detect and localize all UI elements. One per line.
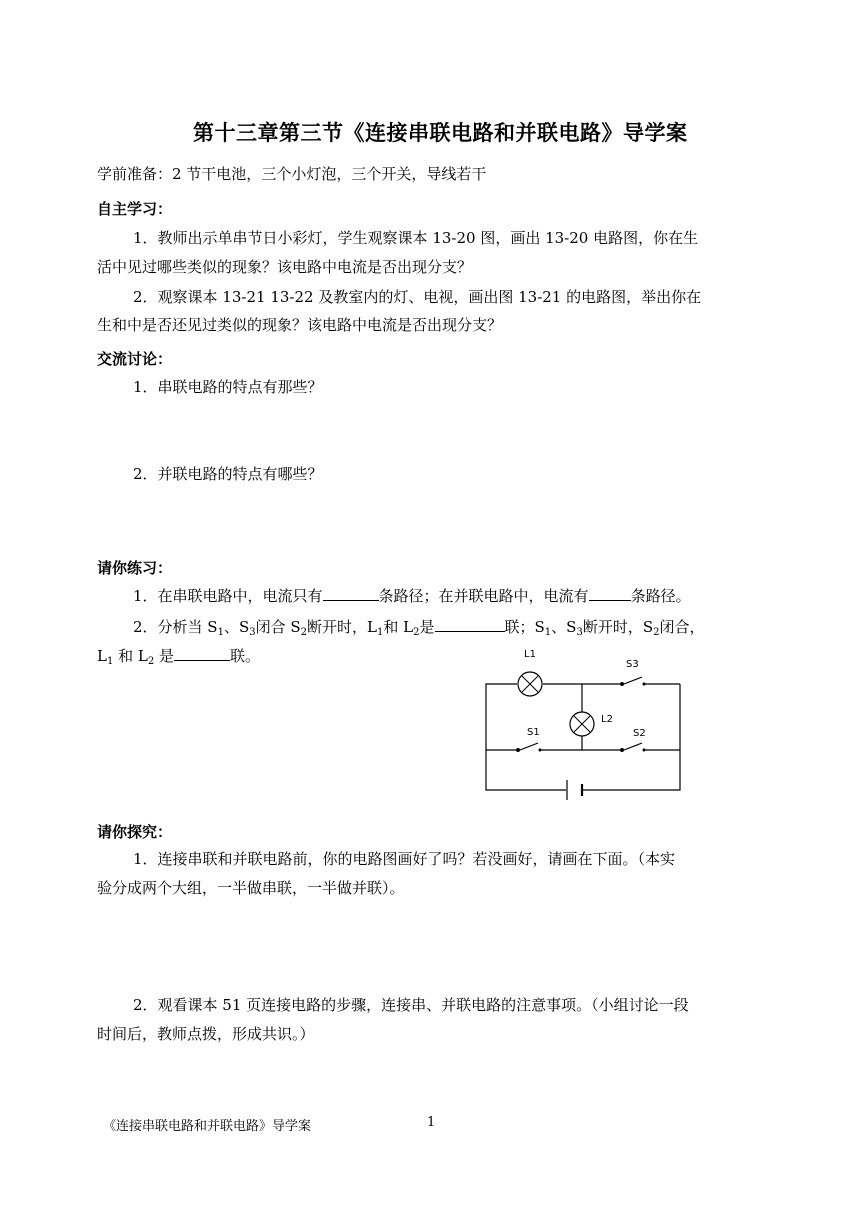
text-fragment: 断开时，S	[582, 618, 654, 636]
answer-blank[interactable]	[589, 586, 631, 601]
explore-q1-line2: 验分成两个大组，一半做串联，一半做并联）。	[97, 879, 405, 897]
lamp-l1-icon	[518, 672, 542, 696]
subscript: 1	[377, 627, 384, 638]
heading-explore: 请你探究：	[97, 823, 173, 841]
page-title: 第十三章第三节《连接串联电路和并联电路》导学案	[193, 121, 688, 145]
answer-blank[interactable]	[323, 586, 379, 601]
subscript: 3	[249, 627, 256, 638]
text-fragment: 联；S	[504, 618, 545, 636]
heading-self-study: 自主学习：	[97, 200, 173, 218]
practice-q1	[133, 586, 691, 604]
practice-q2-line2	[97, 646, 261, 667]
self-study-q1-line1: 1．教师出示单串节日小彩灯，学生观察课本 13-20 图，画出 13-20 电路图，你在生	[133, 229, 699, 247]
label-l1: L1	[524, 649, 536, 660]
subscript: 2	[653, 627, 660, 638]
battery-icon	[567, 780, 582, 800]
wire-right-loop	[583, 684, 680, 790]
explore-q2-line1: 2．观看课本 51 页连接电路的步骤，连接串、并联电路的注意事项。（小组讨论一段	[133, 996, 689, 1014]
text-fragment: 是	[154, 647, 174, 665]
label-s2: S2	[633, 728, 646, 739]
text-fragment: 闭合，	[659, 618, 705, 636]
text-fragment: 断开时，L	[307, 618, 378, 636]
text-fragment: 联。	[230, 647, 261, 665]
practice-q1-part-c: 条路径。	[630, 587, 691, 605]
label-s3: S3	[626, 659, 639, 670]
subscript: 2	[300, 627, 308, 638]
text-fragment: 和 L	[383, 618, 414, 636]
answer-blank[interactable]	[174, 646, 230, 661]
page-number: 1	[427, 1115, 436, 1130]
discussion-q2: 2．并联电路的特点有哪些？	[133, 465, 323, 483]
footer-doc-name: 《连接串联电路和并联电路》导学案	[103, 1119, 312, 1134]
subscript: 1	[544, 627, 552, 638]
subscript: 2	[413, 627, 420, 638]
switch-s2-icon	[620, 743, 646, 752]
explore-q2-line2: 时间后，教师点拨，形成共识。）	[97, 1025, 315, 1043]
self-study-q2-line2: 生和中是否还见过类似的现象？该电路中电流是否出现分支？	[97, 316, 503, 334]
explore-q1-line1: 1．连接串联和并联电路前，你的电路图画好了吗？若没画好，请画在下面。（本实	[133, 850, 676, 868]
subscript: 1	[217, 627, 224, 638]
label-s1: S1	[527, 727, 540, 738]
wire-left-loop	[486, 684, 566, 790]
practice-q2-line1	[133, 617, 705, 638]
discussion-q1: 1．串联电路的特点有那些？	[133, 378, 323, 396]
switch-s3-icon	[620, 677, 646, 686]
text-fragment: 、S	[223, 618, 250, 636]
heading-discussion: 交流讨论：	[97, 350, 173, 368]
self-study-q2-line1: 2．观察课本 13-21 13-22 及教室内的灯、电视，画出图 13-21 的电路图，举出你在	[133, 288, 702, 306]
self-study-q1-line2: 活中见过哪些类似的现象？该电路中电流是否出现分支？	[97, 258, 473, 276]
subscript: 2	[147, 656, 155, 667]
circuit-diagram	[470, 640, 700, 805]
practice-q1-part-b: 条路径；在并联电路中，电流有	[378, 587, 589, 605]
text-fragment: 闭合 S	[255, 618, 301, 636]
subscript: 1	[106, 656, 114, 667]
text-fragment: 和 L	[113, 647, 148, 665]
heading-practice: 请你练习：	[97, 559, 173, 577]
prep-line: 学前准备：2 节干电池，三个小灯泡，三个开关，导线若干	[97, 165, 487, 183]
text-fragment: 2．分析当 S	[133, 618, 218, 636]
answer-blank[interactable]	[435, 617, 505, 632]
text-fragment: 、S	[551, 618, 577, 636]
practice-q1-part-a: 1．在串联电路中，电流只有	[133, 587, 323, 605]
text-fragment: 是	[419, 618, 435, 636]
text-fragment: L	[97, 647, 107, 665]
subscript: 3	[576, 627, 583, 638]
switch-s1-icon	[516, 743, 542, 752]
label-l2: L2	[601, 714, 613, 725]
lamp-l2-icon	[570, 712, 594, 736]
